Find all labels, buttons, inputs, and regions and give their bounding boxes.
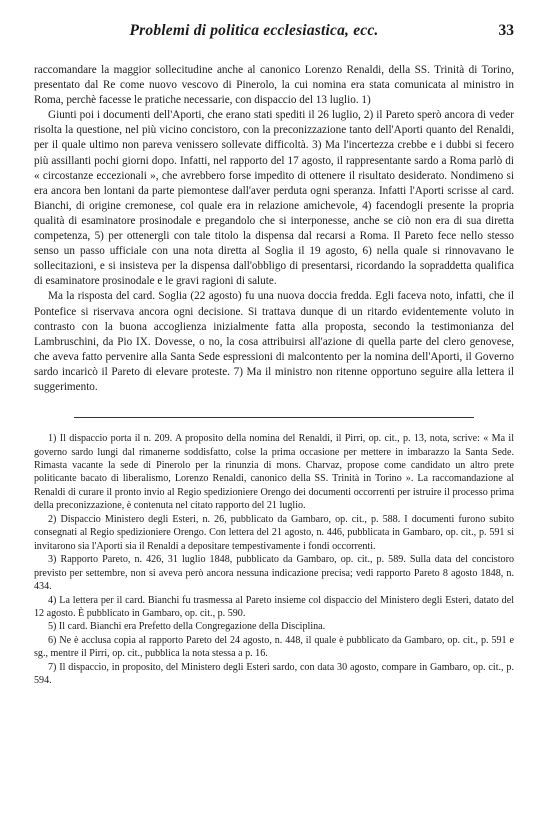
running-header (34, 22, 514, 46)
footnote: 1) Il dispaccio porta il n. 209. A proposito della nomina del Renaldi, il Pirri, op. cit., p. 13, nota, scrive: « Ma il governo sardo lungi dal rimanerne soddisfatto, colse la prima occasione per mettere in imbarazzo la Santa Sede. Rimasta vacante la sede di Pinerolo per la rinunzia di mons. Charvaz, propose come candidato un altro prete politicante bacato di liberalismo, Lorenzo Renaldi, canonico della SS. Trinità in Torino ». La raccomandazione al Renaldi di curare il pronto invio al Regio spedizioniere Orengo dei documenti occorrenti per istruire il processo prima della preconizzazione, è contenuta nel citato rapporto del 21 luglio. (34, 433, 514, 512)
footnote: 3) Rapporto Pareto, n. 426, 31 luglio 1848, pubblicato da Gambaro, op. cit., p. 589. Sulla data del concistoro previsto per settembre, non si aveva però ancora nessuna indicazione precisa; vedi rapporto Pareto 8 agosto 1848, n. 434. (34, 554, 514, 593)
paragraph: Ma la risposta del card. Soglia (22 agosto) fu una nuova doccia fredda. Egli faceva noto, infatti, che il Pontefice si riservava ancora ogni decisione. Si trattava dunque di un ritardo evidentemente voluto in contrasto con la buona accoglienza inizialmente fatta alla proposta, secondo la testimonianza del Lambruschini, da Pio IX. Dovesse, o no, la cosa attribuirsi all'azione di quella parte del clero genovese, che aveva fatto pervenire alla Santa Sede espressioni di malcontento per la nomina dell'Aporti, il Governo sardo incaricò il Pareto di elevare proteste. 7) Ma il ministro non ritenne opportuno seguire alla lettera il suggerimento. (34, 290, 514, 393)
page-number: 33 (498, 22, 514, 39)
paragraph: raccomandare la maggior sollecitudine anche al canonico Lorenzo Renaldi, della SS. Trinità di Torino, presentato dal Re come nuovo vescovo di Pinerolo, la cui nomina era stata comunicata al ministro in Roma, perchè facesse le pratiche necessarie, con dispaccio del 13 luglio. 1) (34, 64, 514, 107)
footnote: 2) Dispaccio Ministero degli Esteri, n. 26, pubblicato da Gambaro, op. cit., p. 588. I documenti furono subito consegnati al Regio spedizioniere Orengo. Con lettera del 21 agosto, n. 446, pubblicata in Gambaro, op. cit., p. 591 si invitarono sia l'Aporti sia il Renaldi a depositare tempestivamente i fondi occorrenti. (34, 513, 514, 552)
footnote: 5) Il card. Bianchi era Prefetto della Congregazione della Disciplina. (48, 621, 326, 633)
footnotes (34, 432, 514, 688)
running-title: Problemi di politica ecclesiastica, ecc. (129, 22, 379, 39)
main-text (34, 63, 514, 395)
footnote: 7) Il dispaccio, in proposito, del Ministero degli Esteri sardo, con data 30 agosto, compare in Gambaro, op. cit., p. 594. (34, 661, 514, 687)
footnote: 4) La lettera per il card. Bianchi fu trasmessa al Pareto insieme col dispaccio del Ministero degli Esteri, datato del 12 agosto. È pubblicato in Gambaro, op. cit., p. 590. (34, 594, 514, 619)
footnote-separator (74, 417, 474, 418)
footnote: 6) Ne è acclusa copia al rapporto Pareto del 24 agosto, n. 448, il quale è pubblicato da Gambaro, op. cit., p. 591 e sg., mentre il Pirri, op. cit., pubblica la nota stessa a p. 16. (34, 634, 514, 660)
paragraph: Giunti poi i documenti dell'Aporti, che erano stati spediti il 26 luglio, 2) il Pareto sperò ancora di veder risolta la questione, nel più vicino concistoro, con la preconizzazione tanto dell'Aporti quanto del Renaldi, per il quale ultimo non pareva venissero sollevate difficoltà. 3) Ma l'incertezza crebbe e i dubbi si fecero più assillanti pochi giorni dopo. Infatti, nel rapporto del 17 agosto, il rappresentante sardo a Roma parlò di « circostanze eccezionali », che avrebbero forse impedito di ottenere il risultato desiderato. Nondimeno si era ancora ben lontani da parte piemontese dall'aver perduta ogni speranza. Infatti l'Aporti scrisse al card. Bianchi, di origine cremonese, col quale era in relazione amichevole, 4) facendogli presente la propria qualità di esaminatore prosinodale e pregandolo che si interponesse, anche se ciò non era di sua diretta competenza, 5) per ottenergli con tale titolo la dispensa dal recarsi a Roma. Il Pareto fece nello stesso senso un passo ufficiale con una nota diretta al Soglia il 19 agosto, 6) nella quale si rinnovavano le sollecitazioni, e si insisteva per la dispensa dall'obbligo di presentarsi, ricordando la sopraddetta qualifica di esaminatore prosinodale e le gravi ragioni di salute. (34, 109, 514, 288)
